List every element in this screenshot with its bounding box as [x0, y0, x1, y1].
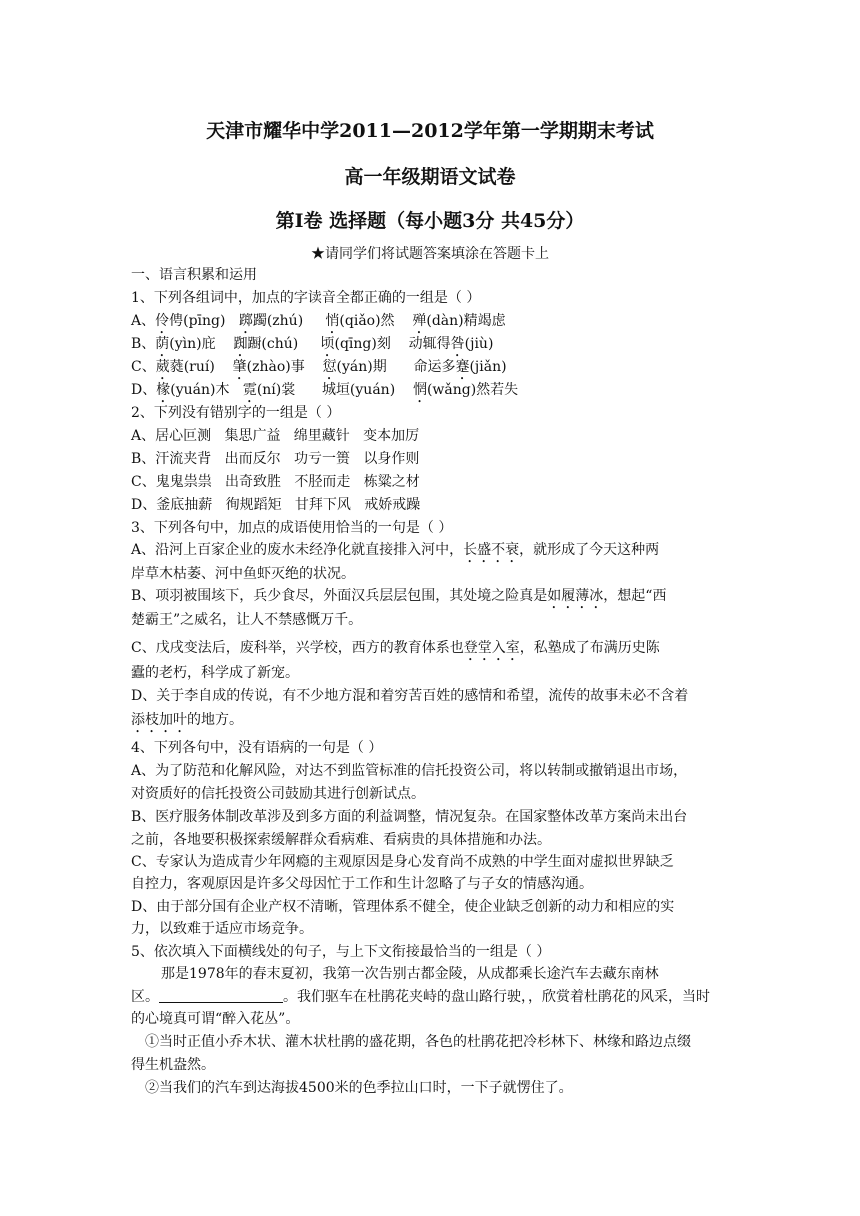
question-1-option-c: C、葳蕤(ruí) 肇(zhào)事 愆(yán)期 命运多蹇(jiǎn) [131, 359, 507, 375]
answer-notice: ★请同学们将试题答案填涂在答题卡上 [311, 246, 549, 262]
dotted-idiom: 如履薄冰 [547, 588, 604, 604]
question-3-option-b-cont: 楚霸王”之威名，让人不禁感慨万千。 [131, 612, 363, 628]
fill-in-blank [159, 988, 283, 1003]
question-1-option-a: A、伶俜(pīng) 踯躅(zhú) 悄(qiǎo)然 殚(dàn)精竭虑 [131, 313, 506, 329]
question-4-option-d: D、由于部分国有企业产权不清晰，管理体系不健全，使企业缺乏创新的动力和相应的实 [131, 899, 675, 915]
question-1-option-b: B、荫(yìn)庇 踟蹰(chú) 顷(qīng)刻 动辄得咎(jiù) [131, 336, 494, 352]
option-1-cont: 得生机盎然。 [131, 1057, 215, 1073]
question-3-option-c: C、戊戌变法后，废科举，兴学校，西方的教育体系也登堂入室，私塾成了布满历史陈 [131, 640, 660, 656]
question-3-stem: 3、下列各句中，加点的成语使用恰当的一句是（ ） [131, 520, 453, 536]
section-title: 第Ⅰ卷 选择题（每小题3分 共45分） [275, 210, 585, 232]
question-1-option-d: D、椽(yuán)木 霓(ní)裳 城垣(yuán) 惘(wǎng)然若失 [131, 382, 519, 398]
exam-subtitle: 高一年级期语文试卷 [344, 166, 516, 188]
passage-line-2: 区。 。我们驱车在杜鹃花夹峙的盘山路行驶，，欣赏着杜鹃花的风采，当时 [131, 989, 710, 1005]
question-3-option-b: B、项羽被围垓下，兵少食尽，外面汉兵层层包围，其处境之险真是如履薄冰，想起“西 [131, 588, 667, 604]
question-5-stem: 5、依次填入下面横线处的句子，与上下文衔接最恰当的一组是（ ） [131, 944, 551, 960]
dotted-idiom: 登堂入室 [463, 640, 520, 656]
question-4-option-a: A、为了防范和化解风险，对达不到监管标准的信托投资公司，将以转制或撤销退出市场， [131, 763, 688, 779]
exam-title: 天津市耀华中学2011—2012学年第一学期期末考试 [206, 120, 654, 142]
question-3-option-a: A、沿河上百家企业的废水未经净化就直接排入河中，长盛不衰，就形成了今天这种两 [131, 542, 660, 558]
question-2-option-d: D、釜底抽薪 徇规蹈矩 甘拜下风 戒娇戒躁 [131, 497, 421, 513]
question-4-option-a-cont: 对资质好的信托投资公司鼓励其进行创新试点。 [131, 786, 425, 802]
option-2: ②当我们的汽车到达海拔4500米的色季拉山口时，一下子就愣住了。 [145, 1080, 573, 1096]
question-3-option-d: D、关于李自成的传说，有不少地方混和着穷苦百姓的感情和希望，流传的故事未必不含着 [131, 688, 689, 704]
question-3-option-d-cont: 添枝加叶的地方。 [131, 712, 243, 728]
dotted-idiom: 添枝加叶 [131, 712, 187, 728]
question-4-option-b-cont: 之前，各地要积极探索缓解群众看病难、看病贵的具体措施和办法。 [131, 832, 551, 848]
question-4-option-b: B、医疗服务体制改革涉及到多方面的利益调整，情况复杂。在国家整体改革方案尚未出台 [131, 809, 688, 825]
passage-line-1: 那是1978年的春末夏初，我第一次告别古都金陵，从成都乘长途汽车去藏东南林 [161, 966, 659, 982]
question-1-stem: 1、下列各组词中，加点的字读音全都正确的一组是（ ） [131, 290, 481, 306]
section-heading: 一、语言积累和运用 [131, 267, 257, 283]
option-1: ①当时正值小乔木状、灌木状杜鹃的盛花期，各色的杜鹃花把冷杉林下、林缘和路边点缀 [145, 1034, 691, 1050]
question-2-option-c: C、鬼鬼祟祟 出奇致胜 不胫而走 栋粱之材 [131, 474, 420, 490]
question-4-stem: 4、下列各句中，没有语病的一句是（ ） [131, 740, 383, 756]
question-4-option-c-cont: 自控力，客观原因是许多父母因忙于工作和生计忽略了与子女的情感沟通。 [131, 876, 593, 892]
passage-line-3: 的心境真可谓“醉入花丛”。 [131, 1011, 300, 1027]
dotted-idiom: 长盛不衰 [463, 542, 520, 558]
question-2-option-b: B、汗流夹背 出而反尔 功亏一篑 以身作则 [131, 451, 420, 467]
question-4-option-d-cont: 力，以致难于适应市场竞争。 [131, 921, 313, 937]
question-2-stem: 2、下列没有错别字的一组是（ ） [131, 405, 341, 421]
question-3-option-c-cont: 蠹的老朽，科学成了新宠。 [131, 665, 299, 681]
question-4-option-c: C、专家认为造成青少年网瘾的主观原因是身心发育尚不成熟的中学生面对虚拟世界缺乏 [131, 854, 674, 870]
question-2-option-a: A、居心叵测 集思广益 绵里藏针 变本加厉 [131, 428, 420, 444]
question-3-option-a-cont: 岸草木枯萎、河中鱼虾灭绝的状况。 [131, 566, 355, 582]
